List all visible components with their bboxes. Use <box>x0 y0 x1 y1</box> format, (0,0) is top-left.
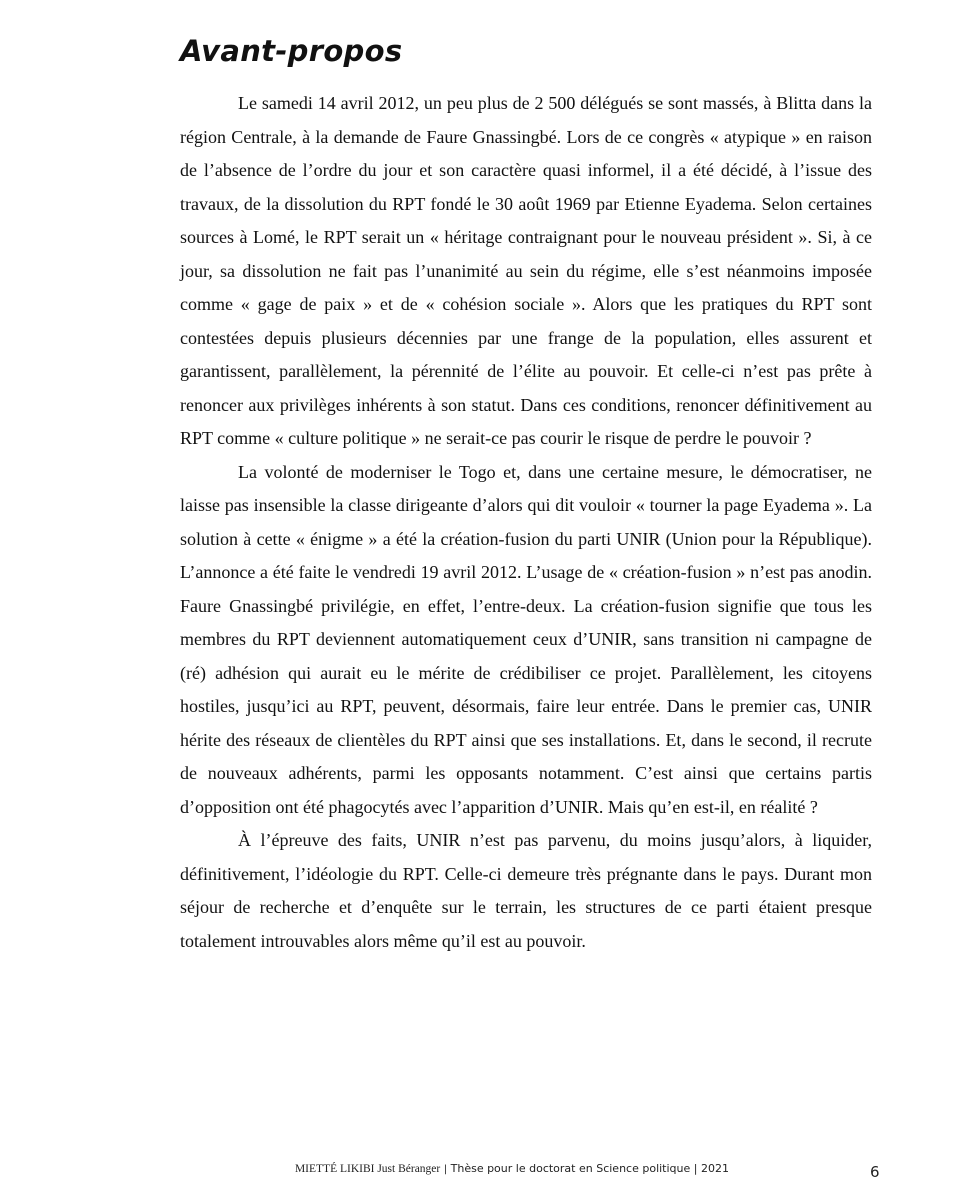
footer-separator: | <box>443 1164 448 1175</box>
footer-author: MIETTÉ LIKIBI Just Béranger <box>294 1163 441 1175</box>
paragraph-2: La volonté de moderniser le Togo et, dans une certaine mesure, le démocratiser, ne laisse pas insensible la classe dirigeante d’alors qui dit vouloir « tourner la page Eyadema ». La solution à cette « énigme » a été la création-fusion du parti UNIR (Union pour la République). L’annonce a été faite le vendredi 19 avril 2012. L’usage de « création-fusion » n’est pas anodin. Faure Gnassingbé privilégie, en effet, l’entre-deux. La création-fusion signifie que tous les membres du RPT deviennent automatiquement ceux d’UNIR, sans transition ni campagne de (ré) adhésion qui aurait eu le mérite de crédibiliser ce projet. Parallèlement, les citoyens hostiles, jusqu’ici au RPT, peuvent, désormais, faire leur entrée. Dans le premier cas, UNIR hérite des réseaux de clientèles du RPT ainsi que ses installations. Et, dans le second, il recrute de nouveaux adhérents, parmi les opposants notamment. C’est ainsi que certains partis d’opposition ont été phagocytés avec l’apparition d’UNIR. Mais qu’en est-il, en réalité ? <box>180 461 872 817</box>
footer-text <box>295 1162 729 1175</box>
paragraph-1: Le samedi 14 avril 2012, un peu plus de 2 500 délégués se sont massés, à Blitta dans la région Centrale, à la demande de Faure Gnassingbé. Lors de ce congrès « atypique » en raison de l’absence de l’ordre du jour et son caractère quasi informel, il a été décidé, à l’issue des travaux, de la dissolution du RPT fondé le 30 août 1969 par Etienne Eyadema. Selon certaines sources à Lomé, le RPT serait un « héritage contraignant pour le nouveau président ». Si, à ce jour, sa dissolution ne fait pas l’unanimité au sein du régime, elle s’est néanmoins imposée comme « gage de paix » et de « cohésion sociale ». Alors que les pratiques du RPT sont contestées depuis plusieurs décennies par une frange de la population, elles assurent et garantissent, parallèlement, la pérennité de l’élite au pouvoir. Et celle-ci n’est pas prête à renoncer aux privilèges inhérents à son statut. Dans ces conditions, renoncer définitivement au RPT comme « culture politique » ne serait-ce pas courir le risque de perdre le pouvoir ? <box>180 93 872 448</box>
paragraph-3: À l’épreuve des faits, UNIR n’est pas parvenu, du moins jusqu’alors, à liquider, définitivement, l’idéologie du RPT. Celle-ci demeure très prégnante dans le pays. Durant mon séjour de recherche et d’enquête sur le terrain, les structures de ce parti étaient presque totalement introuvables alors même qu’il est au pouvoir. <box>180 830 872 951</box>
footer-separator-2: | <box>693 1162 698 1175</box>
footer-thesis: Thèse pour le doctorat en Science politique <box>450 1162 691 1175</box>
footer-year: 2021 <box>701 1162 729 1175</box>
page-footer <box>0 1158 959 1182</box>
page-title: Avant-propos <box>180 34 403 68</box>
page-number: 6 <box>870 1163 880 1181</box>
body-text <box>180 87 872 958</box>
